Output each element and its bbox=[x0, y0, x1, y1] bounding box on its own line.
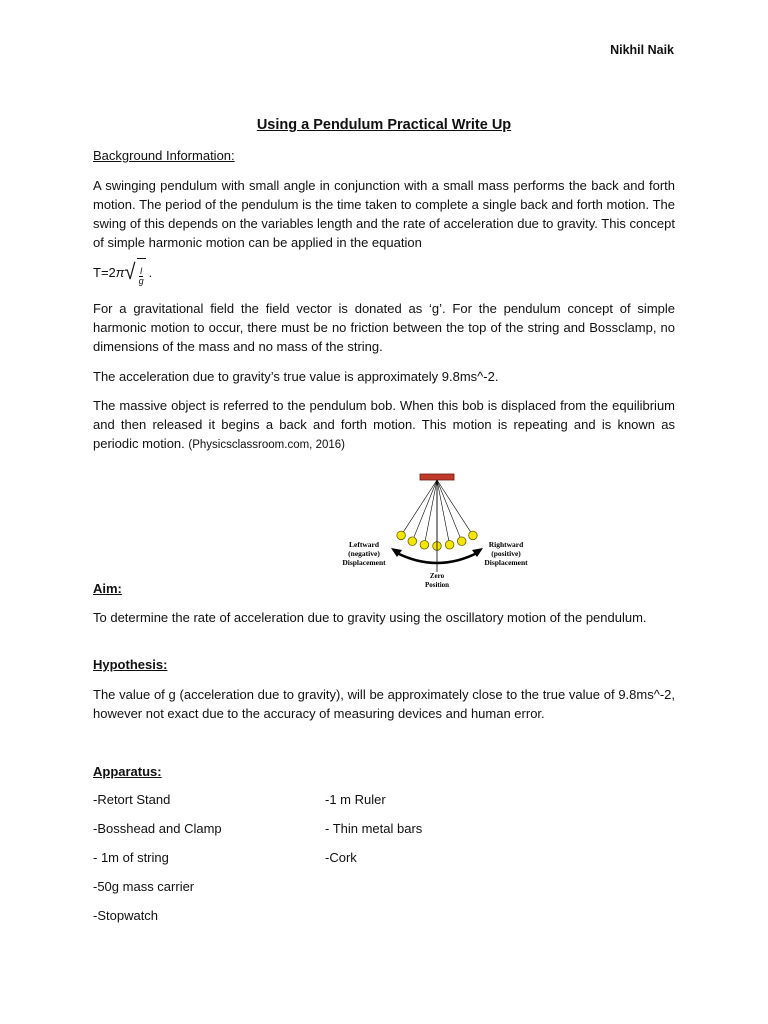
background-heading: Background Information: bbox=[93, 148, 235, 163]
pendulum-bob bbox=[469, 531, 478, 540]
pendulum-bob bbox=[445, 541, 454, 550]
radical-sign-icon: √ bbox=[125, 259, 136, 284]
background-section bbox=[93, 176, 675, 286]
formula-pi: π bbox=[115, 264, 125, 280]
pendulum-string bbox=[412, 480, 437, 541]
pendulum-bob bbox=[397, 531, 406, 540]
period-formula bbox=[93, 258, 675, 286]
apparatus-item: -1 m Ruler bbox=[325, 792, 386, 807]
aim-text: To determine the rate of acceleration due to gravity using the oscillatory motion of the pendulum. bbox=[93, 610, 647, 625]
background-paragraph-3: The acceleration due to gravity’s true value is approximately 9.8ms^-2. bbox=[93, 369, 499, 384]
apparatus-item: -Cork bbox=[325, 850, 357, 865]
formula-suffix: . bbox=[148, 264, 153, 280]
author-name: Nikhil Naik bbox=[610, 43, 674, 57]
formula-denominator: g bbox=[138, 276, 144, 286]
hypothesis-text: The value of g (acceleration due to gravity), will be approximately close to the true value of 9.8ms^-2, however not exact due to the accuracy of measuring devices and human error. bbox=[93, 687, 675, 721]
left-label-line-2: (negative) bbox=[348, 549, 380, 558]
center-label-line-2: Position bbox=[424, 581, 450, 589]
left-label-line-1: Leftward bbox=[349, 540, 379, 549]
pendulum-diagram bbox=[340, 472, 540, 597]
pendulum-bob bbox=[420, 541, 429, 550]
right-label-line-2: (positive) bbox=[491, 549, 521, 558]
pendulum-string bbox=[437, 480, 462, 541]
center-label-line-1: Zero bbox=[429, 572, 445, 580]
background-paragraph-1: A swinging pendulum with small angle in conjunction with a small mass performs the back and forth motion. The period of the pendulum is the time taken to complete a single back and forth motion. The swing of this depends on the variables length and the rate of acceleration due to gravity. This concept of simple harmonic motion can be applied in the equation bbox=[93, 178, 675, 250]
apparatus-item: - 1m of string bbox=[93, 850, 169, 865]
left-label-line-3: Displacement bbox=[342, 558, 386, 567]
hypothesis-heading: Hypothesis: bbox=[93, 657, 168, 672]
apparatus-item: -50g mass carrier bbox=[93, 879, 195, 894]
background-paragraph-2: For a gravitational field the field vector is donated as ‘g’. For the pendulum concept of simple harmonic motion to occur, there must be no friction between the top of the string and Bossclamp, no dimensions of the mass and no mass of the string. bbox=[93, 301, 675, 354]
apparatus-heading: Apparatus: bbox=[93, 764, 162, 779]
apparatus-item: -Retort Stand bbox=[93, 792, 171, 807]
formula-prefix: T=2 bbox=[93, 264, 116, 280]
pendulum-bob bbox=[408, 537, 417, 546]
formula-sqrt bbox=[124, 258, 145, 286]
aim-heading: Aim: bbox=[93, 581, 122, 596]
pendulum-bob bbox=[457, 537, 466, 546]
apparatus-item: -Stopwatch bbox=[93, 908, 159, 923]
apparatus-item: -Bosshead and Clamp bbox=[93, 821, 222, 836]
formula-fraction bbox=[139, 267, 144, 286]
formula-numerator: l bbox=[140, 266, 143, 276]
background-paragraph-4: The massive object is referred to the pendulum bob. When this bob is displaced from the equilibrium and then released it begins a back and forth motion. This motion is repeating and is known as periodic motion. (Physicsclassroom.com, 2016) bbox=[93, 398, 675, 451]
apparatus-item: - Thin metal bars bbox=[325, 821, 423, 836]
citation: (Physicsclassroom.com, 2016) bbox=[188, 439, 345, 451]
document-title: Using a Pendulum Practical Write Up bbox=[256, 117, 512, 133]
pendulum-support bbox=[420, 474, 454, 480]
right-label-line-3: Displacement bbox=[484, 558, 528, 567]
right-label-line-1: Rightward bbox=[488, 540, 524, 549]
